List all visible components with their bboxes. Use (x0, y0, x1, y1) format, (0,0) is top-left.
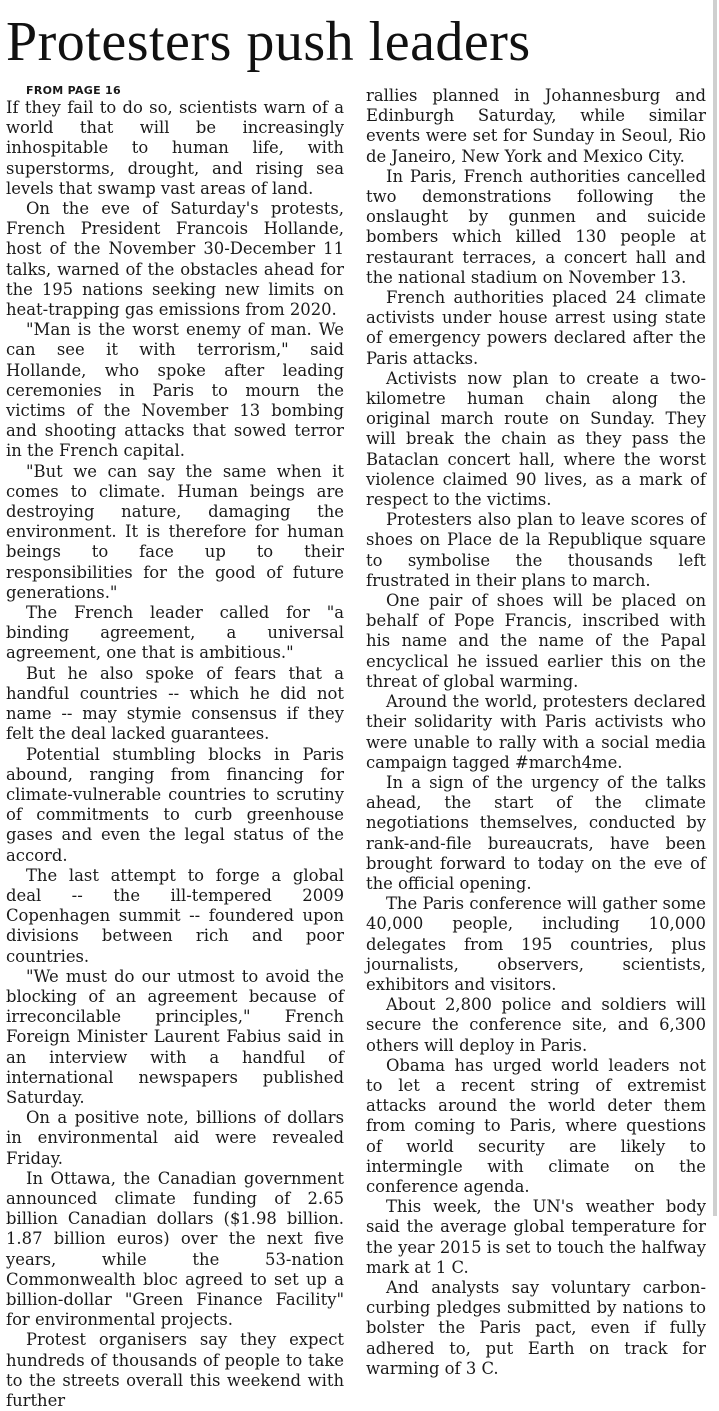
continued-from-label: FROM PAGE 16 (26, 84, 121, 97)
paragraph: Protest organisers say they expect hundreds of thousands of people to take to the streets overall this weekend with further (6, 1330, 344, 1410)
paragraph: In a sign of the urgency of the talks ahead, the start of the climate negotiations themselves, conducted by rank-and-file bureaucrats, have been brought forward to today on the eve of the official opening. (366, 772, 706, 893)
paragraph: On a positive note, billions of dollars in environmental aid were revealed Friday. (6, 1108, 344, 1168)
paragraph: One pair of shoes will be placed on behalf of Pope Francis, inscribed with his name and the name of the Papal encyclical he issued earlier this on the threat of global warming. (366, 591, 706, 691)
paragraph: The Paris conference will gather some 40,000 people, including 10,000 delegates from 195 countries, plus journalists, observers, scientists, exhibitors and visitors. (366, 894, 706, 994)
paragraph: On the eve of Saturday's protests, French President Francois Hollande, host of the November 30-December 11 talks, warned of the obstacles ahead for the 195 nations seeking new limits on heat-trapping gas emissions from 2020. (6, 199, 344, 320)
paragraph: "We must do our utmost to avoid the blocking of an agreement because of irreconcilable principles," French Foreign Minister Laurent Fabius said in an interview with a handful of international newspapers published Saturday. (6, 966, 344, 1107)
paragraph: Around the world, protesters declared their solidarity with Paris activists who were unable to rally with a social media campaign tagged #march4me. (366, 692, 706, 772)
paragraph: About 2,800 police and soldiers will secure the conference site, and 6,300 others will deploy in Paris. (366, 995, 706, 1055)
paragraph: If they fail to do so, scientists warn of a world that will be increasingly inhospitable to human life, with superstorms, drought, and rising sea levels that swamp vast areas of land. (6, 98, 344, 198)
paragraph: In Ottawa, the Canadian government announced climate funding of 2.65 billion Canadian dollars ($1.98 billion. 1.87 billion euros) over the next five years, while the 53-nation Commonwealth bloc agreed to set up a billion-dollar "Green Finance Facility" for environmental projects. (6, 1168, 344, 1330)
paragraph: "Man is the worst enemy of man. We can see it with terrorism," said Hollande, who spoke after leading ceremonies in Paris to mourn the victims of the November 13 bombing and shooting attacks that sowed terror in the French capital. (6, 320, 344, 461)
paragraph: But he also spoke of fears that a handful countries -- which he did not name -- may stymie consensus if they felt the deal lacked guarantees. (6, 663, 344, 744)
paragraph: rallies planned in Johannesburg and Edinburgh Saturday, while similar events were set for Sunday in Seoul, Rio de Janeiro, New York and Mexico City. (366, 86, 706, 166)
paragraph: The last attempt to forge a global deal -- the ill-tempered 2009 Copenhagen summit -- foundered upon divisions between rich and poor countries. (6, 865, 344, 966)
page-edge-rule (713, 0, 717, 1216)
paragraph: Obama has urged world leaders not to let a recent string of extremist attacks around the world deter them from coming to Paris, where questions of world security are likely to intermingle with climate on the conference agenda. (366, 1055, 706, 1196)
right-column (366, 86, 706, 1379)
paragraph: In Paris, French authorities cancelled two demonstrations following the onslaught by gunmen and suicide bombers which killed 130 people at restaurant terraces, a concert hall and the national stadium on November 13. (366, 166, 706, 287)
paragraph: Activists now plan to create a two-kilometre human chain along the original march route on Sunday. They will break the chain as they pass the Bataclan concert hall, where the worst violence claimed 90 lives, as a mark of respect to the victims. (366, 368, 706, 510)
paragraph: This week, the UN's weather body said the average global temperature for the year 2015 is set to touch the halfway mark at 1 C. (366, 1197, 706, 1277)
paragraph: The French leader called for "a binding agreement, a universal agreement, one that is ambitious." (6, 603, 344, 663)
paragraph: Protesters also plan to leave scores of shoes on Place de la Republique square to symbolise the thousands left frustrated in their plans to march. (366, 510, 706, 590)
left-column (6, 84, 344, 1411)
paragraph: Potential stumbling blocks in Paris abound, ranging from financing for climate-vulnerable countries to scrutiny of commitments to curb greenhouse gases and even the legal status of the accord. (6, 744, 344, 865)
paragraph: French authorities placed 24 climate activists under house arrest using state of emergency powers declared after the Paris attacks. (366, 288, 706, 368)
article-headline: Protesters push leaders (6, 11, 531, 73)
paragraph: "But we can say the same when it comes to climate. Human beings are destroying nature, damaging the environment. It is therefore for human beings to face up to their responsibilities for the good of future generations." (6, 461, 344, 602)
paragraph: And analysts say voluntary carbon-curbing pledges submitted by nations to bolster the Paris pact, even if fully adhered to, put Earth on track for warming of 3 C. (366, 1277, 706, 1378)
